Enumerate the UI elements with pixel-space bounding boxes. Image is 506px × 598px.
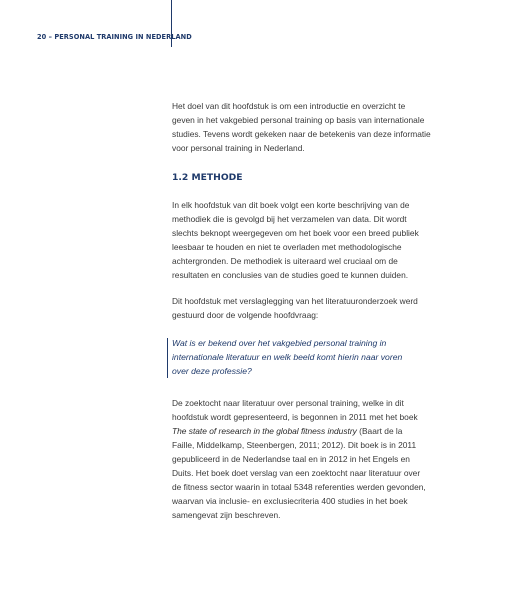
running-header <box>37 33 192 41</box>
section-heading: 1.2 METHODE <box>172 172 243 183</box>
method-paragraph: In elk hoofdstuk van dit boek volgt een korte beschrijving van de methodiek die is gevolgd bij het verzamelen van data. Dit wordt slechts beknopt weergegeven om het boek voor een breed publiek leesbaar te houden en niet te overladen met methodologische achtergronden. De methodiek is uiteraard wel cruciaal om de resultaten en conclusies van de studies goed te kunnen duiden. <box>172 200 419 280</box>
main-text-column <box>172 99 472 534</box>
book-title: The state of research in the global fitness industry <box>172 426 357 436</box>
research-question: Wat is er bekend over het vakgebied personal training in internationale literatuur en welk beeld komt hierin naar voren over deze professie? <box>172 336 472 378</box>
lead-in-paragraph: Dit hoofdstuk met verslaglegging van het literatuuronderzoek werd gestuurd door de volgende hoofdvraag: <box>172 296 418 320</box>
quote-bar <box>167 338 168 378</box>
page-number: 20 <box>37 33 47 41</box>
intro-paragraph: Het doel van dit hoofdstuk is om een introductie en overzicht te geven in het vakgebied personal training op basis van internationale studies. Tevens wordt gekeken naar de betekenis van deze informatie voor personal training in Nederland. <box>172 101 431 153</box>
header-separator: – <box>48 33 52 41</box>
literature-paragraph: De zoektocht naar literatuur over personal training, welke in dit hoofdstuk wordt gepresenteerd, is begonnen in 2011 met het boek The state of research in the global fitness industry (Baart de la Faille, Middelkamp, Steenbergen, 2011; 2012). Dit boek is in 2011 gepubliceerd in de Nederlandse taal en in 2012 in het Engels en Duits. Het boek doet verslag van een zoektocht naar literatuur over de fitness sector waarin in totaal 5348 referenties werden gevonden, waarvan via inclusie- en exclusiecriteria 400 studies in het boek samengevat zijn beschreven. <box>172 398 426 520</box>
running-title: PERSONAL TRAINING IN NEDERLAND <box>54 33 192 41</box>
